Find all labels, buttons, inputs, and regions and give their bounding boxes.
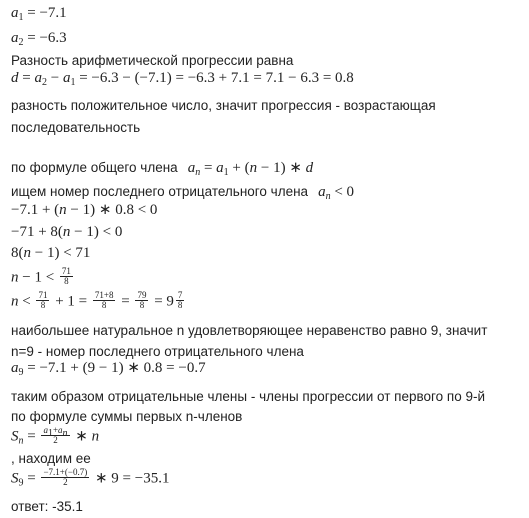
difference-calculation: $d = a_2 - a_1 = -6.3 - (-7.1) = -6.3 + 7.1 = 7.1 - 6.3 = 0.8$ [11,70,354,88]
positive-difference-note-line-2: последовательность [11,120,141,135]
general-term-formula: $a_n = a_1 + (n - 1)$ ∗ d [187,160,314,178]
positive-difference-note-line-1: разность положительное число, значит прогрессия - возрастающая [11,98,436,113]
last-negative-text: ищем номер последнего отрицательного члена [11,184,309,199]
find-it-text: , находим ее [11,451,91,466]
inequality-step-3: 8(n − 1) < 71 [11,245,91,261]
s9-calculation: $S_9$ = $\frac{-7.1+(-0.7)}{2}$ ∗ 9 = −35.1 [11,467,170,489]
sum-formula-text: по формуле суммы первых n-членов [11,409,243,424]
inequality-step-1: −7.1 + (n − 1) ∗ 0.8 < 0 [11,202,158,218]
inequality-step-4: n − 1 < $\frac{71}{8}$ [11,266,71,287]
a2-definition: $a_2 = -6.3$ [11,30,67,48]
inequality-step-5: n < $\frac{71}{8}$ + 1 = $\frac{71+8}{8}$ = $\frac{79}{8}$ = 9 $\frac{7}{8}$ [11,290,183,311]
general-term-line [11,160,313,176]
last-negative-formula: $a_n < 0$ [318,184,355,202]
greatest-natural-line-2: n=9 - номер последнего отрицательного члена [11,344,304,359]
difference-heading: Разность арифметической прогрессии равна [11,53,294,68]
inequality-step-2: −71 + 8(n − 1) < 0 [11,224,123,240]
a1-definition: $a_1 = -7.1$ [11,5,67,23]
conclusion-line: таким образом отрицательные члены - члены прогрессии от первого по 9-й [11,389,486,404]
general-term-text: по формуле общего члена [11,160,178,175]
a9-calculation: $a_9 = -7.1 + (9 - 1)$ ∗ 0.8 = −0.7 [11,360,206,378]
last-negative-line [11,184,354,200]
answer-line: ответ: -35.1 [11,499,83,514]
sum-formula: $S_n$ = $\frac{a_1+a_n}{2}$ ∗ n [11,425,100,447]
greatest-natural-line-1: наибольшее натуральное n удовлетворяющее неравенство равно 9, значит [11,323,488,338]
